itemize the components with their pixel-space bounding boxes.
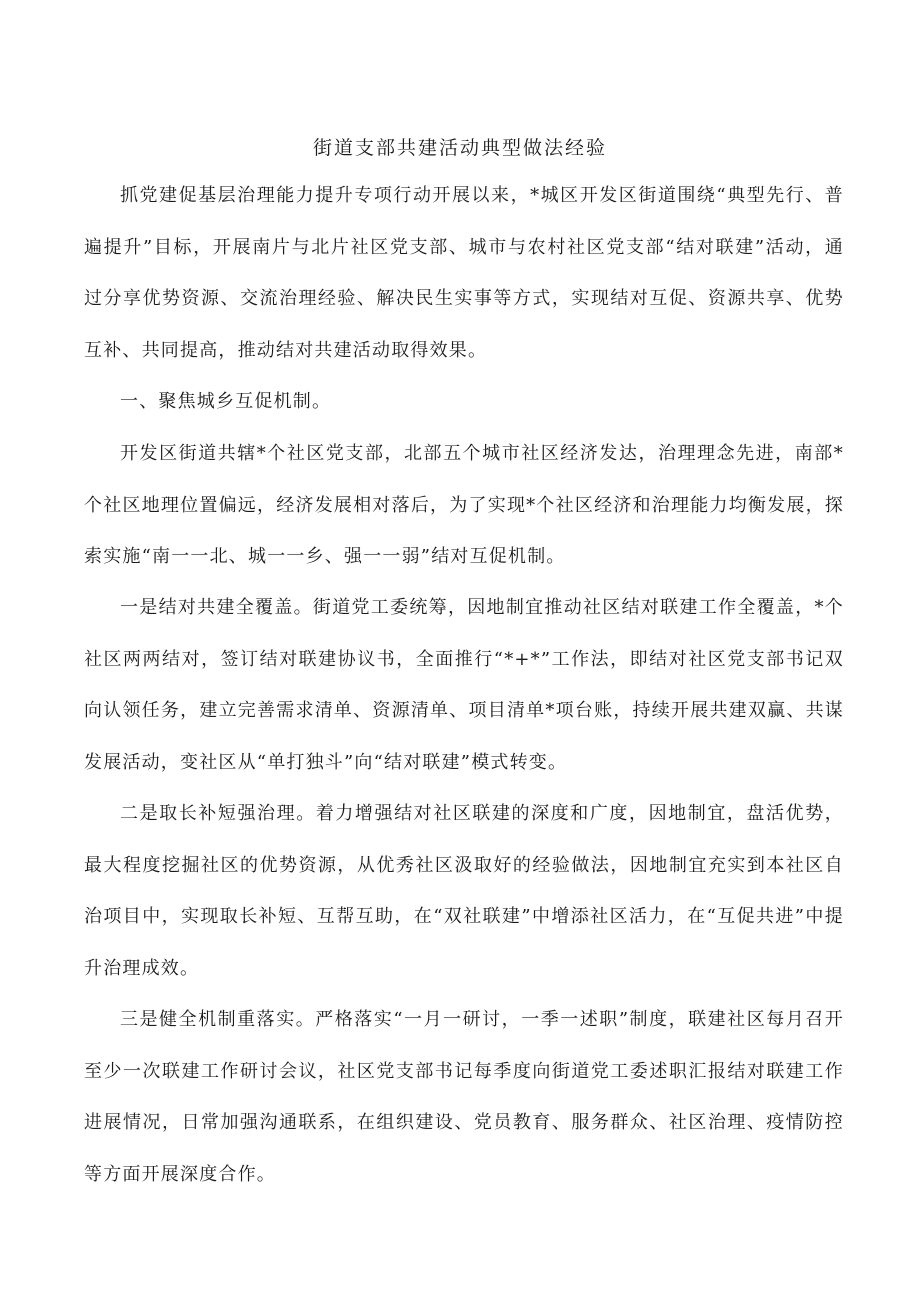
paragraph-overview: 开发区街道共辖*个社区党支部，北部五个城市社区经济发达，治理理念先进，南部*个社区地理位置偏远，经济发展相对落后，为了实现*个社区经济和治理能力均衡发展，探索实施“南一一北、城一一乡、强一一弱”结对互促机制。 <box>84 443 844 567</box>
paragraph-intro: 抓党建促基层治理能力提升专项行动开展以来，*城区开发区街道围绕“典型先行、普遍提升”目标，开展南片与北片社区党支部、城市与农村社区党支部“结对联建”活动，通过分享优势资源、交流治理经验、解决民生实事等方式，实现结对互促、资源共享、优势互补、共同提高，推动结对共建活动取得效果。 <box>84 185 844 361</box>
paragraph-point-2: 二是取长补短强治理。着力增强结对社区联建的深度和广度，因地制宜，盘活优势，最大程度挖掘社区的优势资源，从优秀社区汲取好的经验做法，因地制宜充实到本社区自治项目中，实现取长补短、互帮互助，在“双社联建”中增添社区活力，在“互促共进”中提升治理成效。 <box>84 803 844 979</box>
section-heading-1: 一、聚焦城乡互促机制。 <box>120 391 332 412</box>
paragraph-point-1: 一是结对共建全覆盖。街道党工委统筹，因地制宜推动社区结对联建工作全覆盖，*个社区两两结对，签订结对联建协议书，全面推行“*+*”工作法，即结对社区党支部书记双向认领任务，建立完善需求清单、资源清单、项目清单*项台账，持续开展共建双赢、共谋发展活动，变社区从“单打独斗”向“结对联建”模式转变。 <box>84 597 844 773</box>
paragraph-point-3: 三是健全机制重落实。严格落实“一月一研讨，一季一述职”制度，联建社区每月召开至少一次联建工作研讨会议，社区党支部书记每季度向街道党工委述职汇报结对联建工作进展情况，日常加强沟通联系，在组织建设、党员教育、服务群众、社区治理、疫情防控等方面开展深度合作。 <box>84 1009 844 1185</box>
document-title: 街道支部共建活动典型做法经验 <box>312 137 607 159</box>
